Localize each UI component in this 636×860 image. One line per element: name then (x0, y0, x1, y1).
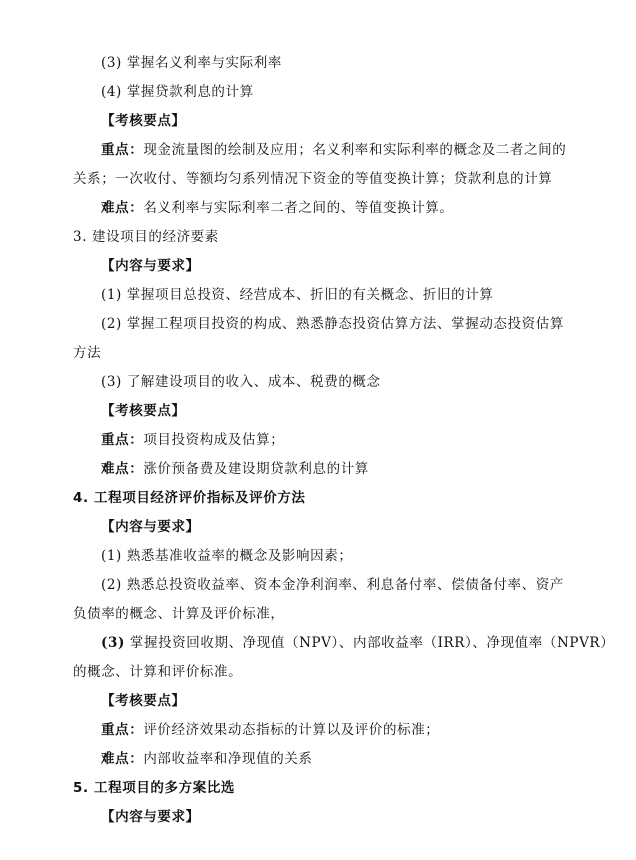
text-line: (2) 掌握工程项目投资的构成、熟悉静态投资估算方法、掌握动态投资估算 (101, 316, 564, 332)
text-line: 评价经济效果动态指标的计算以及评价的标准； (143, 722, 440, 738)
key-point-label: 重点： (101, 142, 144, 158)
difficulty-label: 难点： (101, 200, 144, 216)
section-heading: 【内容与要求】 (101, 258, 200, 274)
text-line: 现金流量图的绘制及应用；名义利率和实际利率的概念及二者之间的 (143, 142, 567, 158)
text-line: 内部收益率和净现值的关系 (143, 751, 313, 767)
text-line: 关系；一次收付、等额均匀系列情况下资金的等值变换计算；贷款利息的计算 (73, 171, 553, 187)
text-line: (3) 了解建设项目的收入、成本、税费的概念 (101, 374, 381, 390)
text-line: 方法 (73, 345, 102, 361)
text-line: (1) 熟悉基准收益率的概念及影响因素； (101, 548, 353, 564)
key-point-paragraph (101, 141, 566, 159)
difficulty-label: 难点： (101, 461, 144, 477)
section-title: 5. 工程项目的多方案比选 (73, 780, 236, 796)
section-heading: 【考核要点】 (101, 113, 186, 129)
key-point-label: 重点： (101, 432, 144, 448)
difficulty-paragraph (101, 199, 454, 217)
text-line: 负债率的概念、计算及评价标准， (73, 606, 285, 622)
text-line: 项目投资构成及估算； (143, 432, 285, 448)
section-title: 4. 工程项目经济评价指标及评价方法 (73, 490, 306, 506)
section-heading: 【考核要点】 (101, 693, 186, 709)
section-title: 3. 建设项目的经济要素 (73, 229, 219, 245)
section-heading: 【考核要点】 (101, 403, 186, 419)
text-line: 掌握投资回收期、净现值（NPV）、内部收益率（IRR）、净现值率（NPVR） (129, 635, 615, 651)
difficulty-paragraph (101, 460, 369, 478)
text-line: (1) 掌握项目总投资、经营成本、折旧的有关概念、折旧的计算 (101, 287, 494, 303)
text-line: (2) 熟悉总投资收益率、资本金净利润率、利息备付率、偿债备付率、资产 (101, 577, 564, 593)
text-line: 名义利率与实际利率二者之间的、等值变换计算。 (143, 200, 454, 216)
text-line (101, 634, 614, 652)
text-line: 的概念、计算和评价标准。 (73, 664, 243, 680)
text-line: 涨价预备费及建设期贷款利息的计算 (143, 461, 369, 477)
difficulty-paragraph (101, 750, 313, 768)
key-point-label: 重点： (101, 722, 144, 738)
section-heading: 【内容与要求】 (101, 809, 200, 825)
key-point-paragraph (101, 431, 284, 449)
section-heading: 【内容与要求】 (101, 519, 200, 535)
text-line: (3) 掌握名义利率与实际利率 (101, 55, 282, 71)
text-line: (4) 掌握贷款利息的计算 (101, 84, 254, 100)
key-point-paragraph (101, 721, 439, 739)
difficulty-label: 难点： (101, 751, 144, 767)
item-number: (3) (101, 635, 125, 651)
